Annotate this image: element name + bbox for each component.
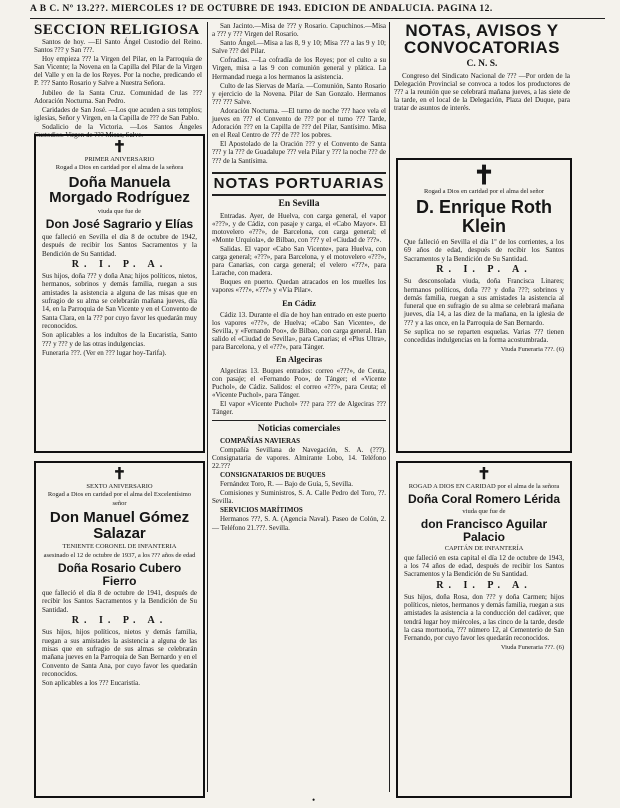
death-notice: que falleció en esta capital el día 12 de octubre de 1943, a los 74 años de edad, después de recibir los Santos Sacramentos y la Bendición de Su Santidad. xyxy=(404,553,564,579)
subheading-cns: C. N. S. xyxy=(466,59,498,69)
subheading-cadiz: En Cádiz xyxy=(282,297,316,308)
paragraph: Algeciras 13. Buques entrados: correo «???», de Ceuta, con pasaje; el «Fernando Poo», de Tánger; el «Vicente Puchol», de Cádiz. Salidos: el correo «???», para Ceuta; el «Vicente Puchol», para Tánger. xyxy=(212,367,386,400)
page-header: A B C. Nº 13.2??. MIERCOLES 1? DE OCTUBRE DE 1943. EDICION DE ANDALUCIA. PAGINA 12. xyxy=(30,4,605,19)
obituary-heading: SEXTO ANIVERSARIO xyxy=(86,483,153,490)
funeral-home-text: Viuda Funeraria ???. xyxy=(500,345,555,353)
relation-text: viuda que fue de xyxy=(462,507,506,515)
deceased-name: Don Manuel Gómez Salazar xyxy=(49,508,190,542)
obituary-gomez xyxy=(34,461,205,798)
indulgence-notice: Se suplica no se reparten esquelas. Varias ??? tienen concedidas indulgencias en la forma acostumbrada. xyxy=(404,328,564,345)
column-rule-1 xyxy=(207,22,208,792)
death-notice: que falleció en Sevilla el día 8 de octubre de 1942, después de recibir los Santos Sacramentos y la Bendición de Su Santidad. xyxy=(42,232,197,258)
paragraph: San Jacinto.—Misa de ??? y Rosario. Capuchinos.—Misa a ??? y ??? Virgen del Rosario. xyxy=(212,22,386,39)
subheading-commercial: Noticias comerciales xyxy=(212,420,386,435)
cross-icon: ✝ xyxy=(473,161,495,190)
deceased-name: D. Enrique Roth Klein xyxy=(416,197,552,237)
funeral-home xyxy=(404,346,564,354)
family-notice: Sus hijos, hijos políticos, nietos y demás familia, ruegan a sus amistades la asistencia a alguna de las misas que en sufragio de sus almas se celebrarán mañana jueves en la Parroquia de San Bernardo y en el Convento de Santa Ana, por cuyo favor les quedarán reconocidos. xyxy=(42,628,197,678)
death-notice: Que falleció en Sevilla el día 1º de los corrientes, a los 69 años de edad, después de recibir los Santos Sacramentos y la Bendición de Su Santidad. xyxy=(404,238,564,263)
commercial-line: CONSIGNATARIOS DE BUQUES xyxy=(220,470,326,479)
paragraph: Buques en puerto. Quedan atracados en los muelles los vapores «???», «???» y «Vía Pilar». xyxy=(212,278,386,295)
relation-text: asesinado el 12 de octubre de 1937, a los ??? años de edad xyxy=(43,551,196,559)
section-title-ports: NOTAS PORTUARIAS xyxy=(212,172,386,196)
paragraph: Santos de hoy. —El Santo Ángel Custodio del Reino. Santos ??? y San ???. xyxy=(34,38,202,55)
column-2 xyxy=(212,22,386,792)
paragraph: Cádiz 13. Durante el día de hoy han entrado en este puerto los vapores «???», de Huelva; «Cabo San Vicente», de Sevilla, y «Fernando Poo», de Bilbao, con carga general. Han salido el «Ciudad de Sevilla», para Canarias; el «Plus Ultra», para Barcelona, y el «???», para Tánger. xyxy=(212,310,386,351)
column-1 xyxy=(34,22,202,140)
deceased-name: Doña Coral Romero Lérida xyxy=(407,492,561,507)
obituary-lead: ROGAD A DIOS EN CARIDAD por el alma de la señora xyxy=(408,483,560,490)
commercial-line: Hermanos ???, S. A. (Agencia Naval). Paseo de Colón, 2. — Teléfono 21.???. Sevilla. xyxy=(212,515,386,532)
paragraph: Caridades de San José. —Los que acuden a sus templos; iglesias, Señor y Virgen, en la Capilla de ??? de San Pablo. xyxy=(34,105,202,122)
obituary-roth xyxy=(396,158,572,453)
obituary-heading: PRIMER ANIVERSARIO xyxy=(84,156,155,163)
notice-number: (6) xyxy=(556,345,564,353)
spouse-name: don Francisco Aguilar Palacio xyxy=(420,517,548,544)
subheading-sevilla: En Sevilla xyxy=(278,198,320,209)
paragraph: Sodalicio de la Victoria. —Los Santos Ángeles Custodios. Virgen de ??? Misas, Salve. xyxy=(34,122,202,140)
paragraph: Congreso del Sindicato Nacional de ??? —Por orden de la Delegación Provincial se convoca a todos los productores de ??? a la reunión que se celebrará mañana jueves, a las siete de la tarde, en el local de la Delegación, Plaza del Duque, para tratar de asuntos de interés. xyxy=(394,72,570,113)
page-ornament: • xyxy=(312,795,316,805)
rank-text: TENIENTE CORONEL DE INFANTERIA xyxy=(62,543,177,551)
rank-text: CAPITÁN DE INFANTERÍA xyxy=(444,545,524,553)
death-notice: que falleció el día 8 de octubre de 1941, después de recibir los Santos Sacramentos y la Bendición de Su Santidad. xyxy=(42,589,197,614)
obituary-lead: Rogad a Dios en caridad por el alma del señor xyxy=(423,188,545,195)
paragraph: Hoy empieza ??? la Virgen del Pilar, en la Parroquia de San Vicente; la Novena en la Capilla del Pilar de la Virgen del Valle y en la de los Reyes. Por la noche, predicando el P. ??? Santo Rosario y Salve a Nuestra Señora. xyxy=(34,55,202,88)
deceased-name: Doña Manuela Morgado Rodríguez xyxy=(49,173,190,207)
notice-number: (6) xyxy=(556,643,564,651)
paragraph: Adoración Nocturna. —El turno de noche ??? hace vela el jueves en ??? el Convento de ??? por el turno ??? Tarde, Adoración ??? en la Capilla de ??? del Pilar, Santísimo. Misa en el Real Centro de ??? de ??? los pobres. xyxy=(212,106,386,140)
commercial-line: Comisiones y Suministros, S. A. Calle Pedro del Toro, ??. Sevilla. xyxy=(212,489,386,506)
family-notice: Su desconsolada viuda, doña Francisca Linares; hermanos políticos, doña ??? y doña ???; sobrinos y demás familia, ruegan a sus amistades la asistencia al funeral que en sufragio de su alma se celebrará mañana jueves, día 14, a las diez de la mañana, en la iglesia de ??? y a las once, en la Parroquia de San Bernardo. xyxy=(404,277,564,327)
section-title-religious: SECCION RELIGIOSA xyxy=(34,22,200,38)
obituary-romero xyxy=(396,461,572,798)
cross-icon: ✝ xyxy=(112,466,127,483)
commercial-line: Fernández Toro, R. — Bajo de Guía, 5, Sevilla. xyxy=(220,480,353,489)
indulgence-notice: Son aplicables a los indultos de la Eucaristía, Santo ??? y ??? y de las otras indulgencias. xyxy=(42,331,197,348)
column-rule-2 xyxy=(389,22,390,792)
indulgence-notice: Son aplicables a los ??? Eucaristía. xyxy=(42,679,140,688)
commercial-line: Compañía Sevillana de Navegación, S. A. (???). Consignataria de vapores. Almirante Lobo, 14. Teléfono 22.??? xyxy=(212,445,386,470)
cross-icon: ✝ xyxy=(112,139,127,156)
obituary-lead: Rogad a Dios en caridad por el alma de la señora xyxy=(55,164,184,172)
obituary-morgado xyxy=(34,134,205,453)
subheading-algeciras: En Algeciras xyxy=(275,354,323,364)
paragraph: Jubileo de la Santa Cruz. Comunidad de las ??? Adoración Nocturna. San Pedro. xyxy=(34,88,202,105)
relation-text: viuda que fue de xyxy=(97,208,142,216)
section-title-notices: NOTAS, AVISOS Y CONVOCATORIAS xyxy=(403,21,561,57)
rip-mark: R. I. P. A. xyxy=(71,258,168,270)
funeral-home: Funeraria ???. (Ver en ??? lugar hoy-Tarifa). xyxy=(42,348,167,357)
paragraph: El Apostolado de la Oración ??? y el Convento de Santa ??? y la ??? de Guadalupe ??? vela Pilar y ??? la noche ??? de ??? de la Santísima. xyxy=(212,140,386,165)
paragraph: Culto de las Siervas de María. —Comunión, Santo Rosario y ejercicio de la Novena. Pilar de San Gonzalo. Hermanos ??? ??? Salve. xyxy=(212,81,386,106)
obituary-lead: Rogad a Dios en caridad por el alma del Excelentísimo señor xyxy=(47,491,192,507)
family-notice: Sus hijos, doña ??? y doña Ana; hijos políticos, nietos, hermanos, sobrinos y demás familia, ruegan a sus amistades la asistencia a alguna de las misas que en sufragio de su alma se celebrarán mañana jueves, día 14, en la Parroquia de San Vicente y en el Convento de Santa Clara, en la ??? por cuyo favor les quedarán muy reconocidos. xyxy=(42,272,197,330)
paragraph: Santo Ángel.—Misa a las 8, 9 y 10; Misa ??? a las 9 y 10; Salve ??? del Pilar. xyxy=(212,39,386,56)
paragraph: Salidas. El vapor «Cabo San Vicente», para Huelva, con carga general; «???», para Barcelona, y el motovelero «???», para Canarias, con carga general; el velero «???», para Larache, con madera. xyxy=(212,244,386,278)
rip-mark: R. I. P. A. xyxy=(436,579,532,591)
paragraph: Entradas. Ayer, de Huelva, con carga general, el vapor «???», y de Cádiz, con pasaje y carga, el «Cabo Mayor». El motovelero «???», de Barcelona, con carga general; el «Monte Urquiola», de Bilbao, con ??? y el «Ciudad de ???». xyxy=(212,211,386,244)
paragraph: El vapor «Vicente Puchol» ??? para ??? de Algeciras ??? Tánger. xyxy=(212,400,386,417)
spouse-name: Doña Rosario Cubero Fierro xyxy=(57,560,182,588)
funeral-home-text: Viuda Funeraria ???. xyxy=(500,643,555,651)
funeral-home xyxy=(404,644,564,652)
commercial-line: COMPAÑÍAS NAVIERAS xyxy=(220,436,301,445)
family-notice: Sus hijos, doña Rosa, don ??? y doña Carmen; hijos políticos, nietos, hermanos y demás familia, ruegan a sus amistades la asistencia a la conducción del cadáver, que tendrá lugar hoy miércoles, a las cinco de la tarde, desde la casa mortuoria, ??? número 12, al Cementerio de San Fernando, por cuyo favor les quedarán reconocidos. xyxy=(404,592,564,643)
commercial-line: SERVICIOS MARÍTIMOS xyxy=(220,506,303,515)
column-3 xyxy=(394,22,570,152)
paragraph: Cofradías. —La cofradía de los Reyes; por el culto a su Virgen, misa a las 9 con comunión general y plática. La Hermandad ruega a los hermanos la asistencia. xyxy=(212,56,386,81)
cross-icon: ✝ xyxy=(477,466,491,483)
rip-mark: R. I. P. A. xyxy=(71,615,168,627)
rip-mark: R. I. P. A. xyxy=(436,263,532,275)
spouse-name: Don José Sagrario y Elías xyxy=(45,217,194,232)
